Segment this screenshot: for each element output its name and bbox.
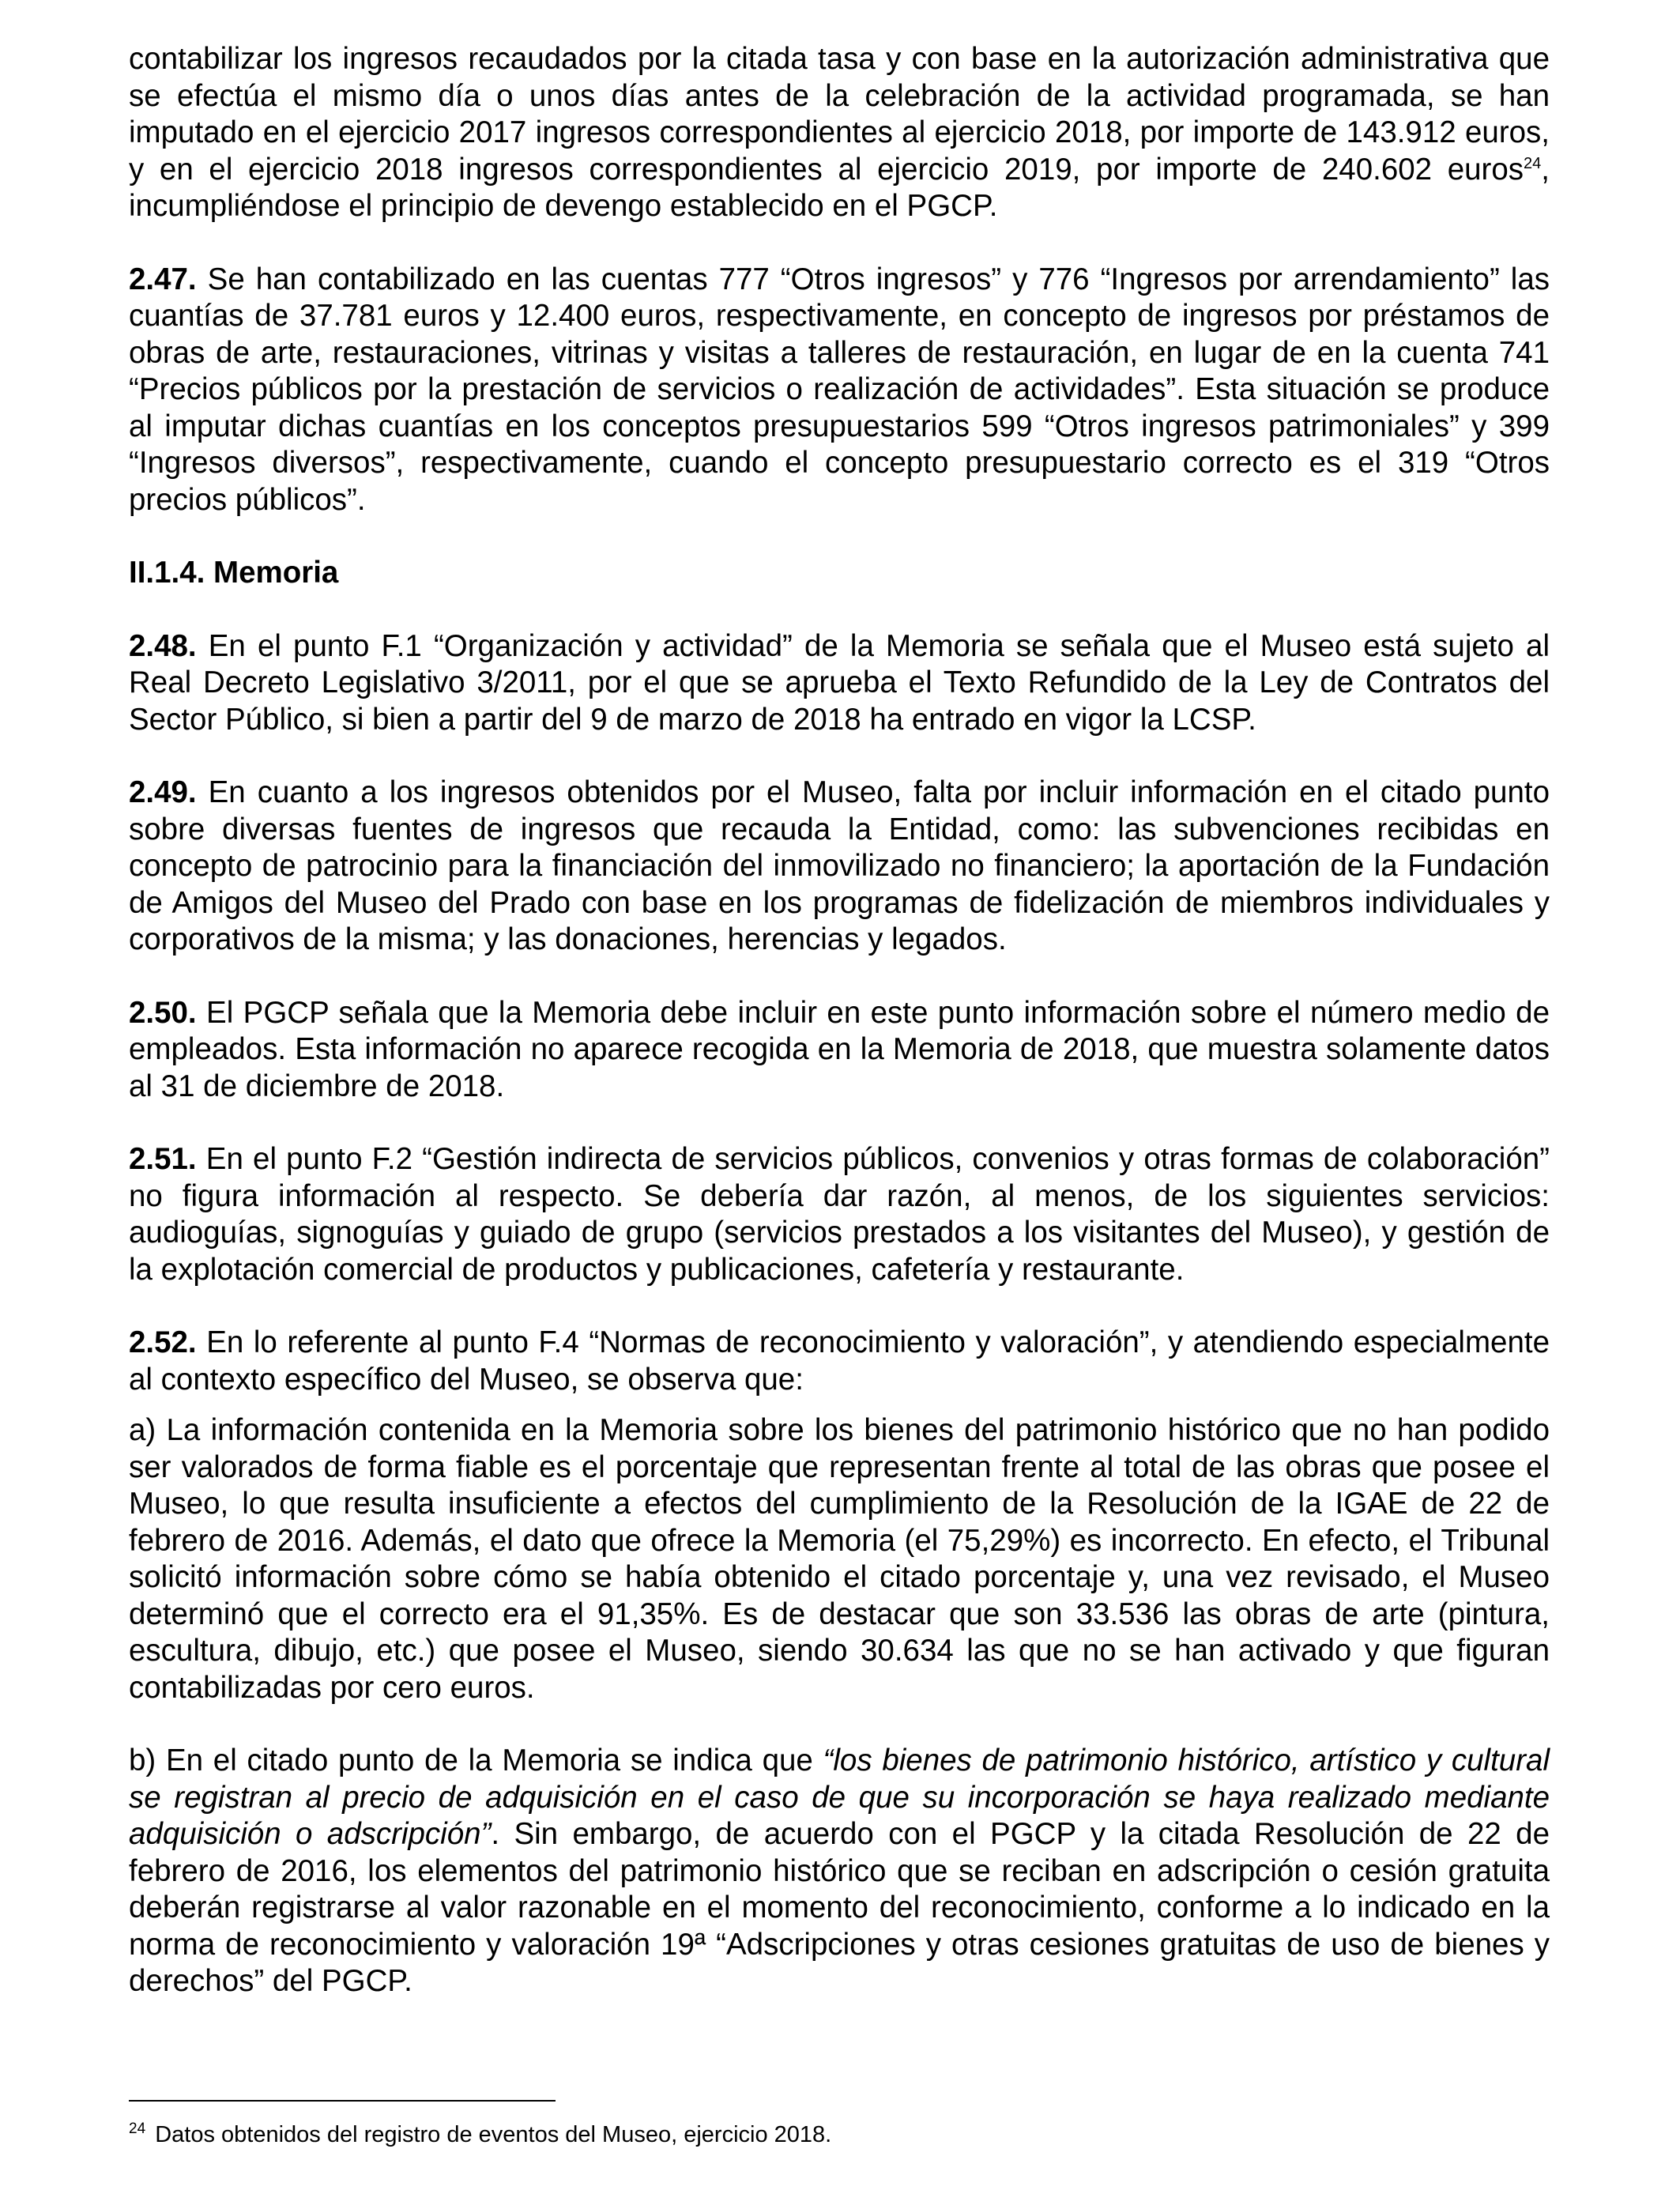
paragraph-number: 2.48. (129, 628, 197, 663)
paragraph-2-50 (129, 995, 1550, 1106)
paragraph-number: 2.50. (129, 995, 197, 1030)
paragraph-number: 2.47. (129, 262, 197, 296)
paragraph-text: En lo referente al punto F.4 “Normas de reconocimiento y valoración”, y atendiendo especialmente al contexto específico del Museo, se observa que: (129, 1325, 1550, 1397)
paragraph-2-52-a: a) La información contenida en la Memoria sobre los bienes del patrimonio histórico que no han podido ser valorados de forma fiable es el porcentaje que representan frente al total de las obras que posee el Museo, lo que resulta insuficiente a efectos del cumplimiento de la Resolución de la IGAE de 22 de febrero de 2016. Además, el dato que ofrece la Memoria (el 75,29%) es incorrecto. En efecto, el Tribunal solicitó información sobre cómo se había obtenido el citado porcentaje y, una vez revisado, el Museo determinó que el correcto era el 91,35%. Es de destacar que son 33.536 las obras de arte (pintura, escultura, dibujo, etc.) que posee el Museo, siendo 30.634 las que no se han activado y que figuran contabilizadas por cero euros. (129, 1413, 1550, 1705)
paragraph-2-48 (129, 628, 1550, 739)
paragraph-text: Se han contabilizado en las cuentas 777 “Otros ingresos” y 776 “Ingresos por arrendamiento” las cuantías de 37.781 euros y 12.400 euros, respectivamente, en concepto de ingresos por préstamos de obras de arte, restauraciones, vitrinas y visitas a talleres de restauración, en lugar de en la cuenta 741 “Precios públicos por la prestación de servicios o realización de actividades”. Esta situación se produce al imputar dichas cuantías en los conceptos presupuestarios 599 “Otros ingresos patrimoniales” y 399 “Ingresos diversos”, respectivamente, cuando el concepto presupuestario correcto es el 319 “Otros precios públicos”. (129, 262, 1550, 517)
paragraph-lead: b) En el citado punto de la Memoria se indica que (129, 1744, 823, 1777)
intro-paragraph (129, 41, 1550, 225)
paragraph-number: 2.52. (129, 1325, 197, 1359)
paragraph-2-51 (129, 1141, 1550, 1288)
section-heading: II.1.4. Memoria (129, 556, 339, 590)
footnote (129, 2120, 831, 2149)
paragraph-number: 2.49. (129, 775, 197, 809)
paragraph-2-49 (129, 775, 1550, 959)
footnote-divider (129, 2100, 556, 2102)
paragraph-2-52 (129, 1325, 1550, 1398)
paragraph-text: En cuanto a los ingresos obtenidos por el Museo, falta por incluir información en el citado punto sobre diversas fuentes de ingresos que recauda la Entidad, como: las subvenciones recibidas en concepto de patrocinio para la financiación del inmovilizado no financiero; la aportación de la Fundación de Amigos del Museo del Prado con base en los programas de fidelización de miembros individuales y corporativos de la misma; y las donaciones, herencias y legados. (129, 775, 1550, 956)
paragraph-text: El PGCP señala que la Memoria debe incluir en este punto información sobre el número medio de empleados. Esta información no aparece recogida en la Memoria de 2018, que muestra solamente datos al 31 de diciembre de 2018. (129, 995, 1550, 1103)
paragraph-text: En el punto F.2 “Gestión indirecta de servicios públicos, convenios y otras formas de colaboración” no figura información al respecto. Se debería dar razón, al menos, de los siguientes servicios: audioguías, signoguías y guiado de grupo (servicios prestados a los visitantes del Museo), y gestión de la explotación comercial de productos y publicaciones, cafetería y restaurante. (129, 1142, 1550, 1287)
intro-text: contabilizar los ingresos recaudados por la citada tasa y con base en la autorización administrativa que se efectúa el mismo día o unos días antes de la celebración de la actividad programada, se han imputado en el ejercicio 2017 ingresos correspondientes al ejercicio 2018, por importe de 143.912 euros, y en el ejercicio 2018 ingresos correspondientes al ejercicio 2019, por importe de 240.602 euros (129, 42, 1550, 187)
document-body (129, 41, 1550, 2000)
paragraph-2-52-b (129, 1743, 1550, 2000)
footnote-number: 24 (129, 2120, 146, 2138)
intro-tail: , incumpliéndose el principio de devengo establecido en el PGCP. (129, 152, 1550, 223)
paragraph-2-47 (129, 262, 1550, 519)
paragraph-tail: . Sin embargo, de acuerdo con el PGCP y la citada Resolución de 22 de febrero de 2016, los elementos del patrimonio histórico que se reciban en adscripción o cesión gratuita deberán registrarse al valor razonable en el momento del reconocimiento, conforme a lo indicado en la norma de reconocimiento y valoración 19ª “Adscripciones y otras cesiones gratuitas de uso de bienes y derechos” del PGCP. (129, 1817, 1550, 1998)
paragraph-number: 2.51. (129, 1142, 197, 1176)
footnote-text: Datos obtenidos del registro de eventos del Museo, ejercicio 2018. (149, 2122, 832, 2147)
paragraph-text: En el punto F.1 “Organización y actividad” de la Memoria se señala que el Museo está sujeto al Real Decreto Legislativo 3/2011, por el que se aprueba el Texto Refundido de la Ley de Contratos del Sector Público, si bien a partir del 9 de marzo de 2018 ha entrado en vigor la LCSP. (129, 628, 1550, 737)
italic-quote: “los bienes de patrimonio histórico, artístico y cultural se registran al precio de adquisición en el caso de que su incorporación se haya realizado mediante adquisición o adscripción” (129, 1744, 1550, 1851)
footnote-reference[interactable]: 24 (1524, 154, 1542, 172)
